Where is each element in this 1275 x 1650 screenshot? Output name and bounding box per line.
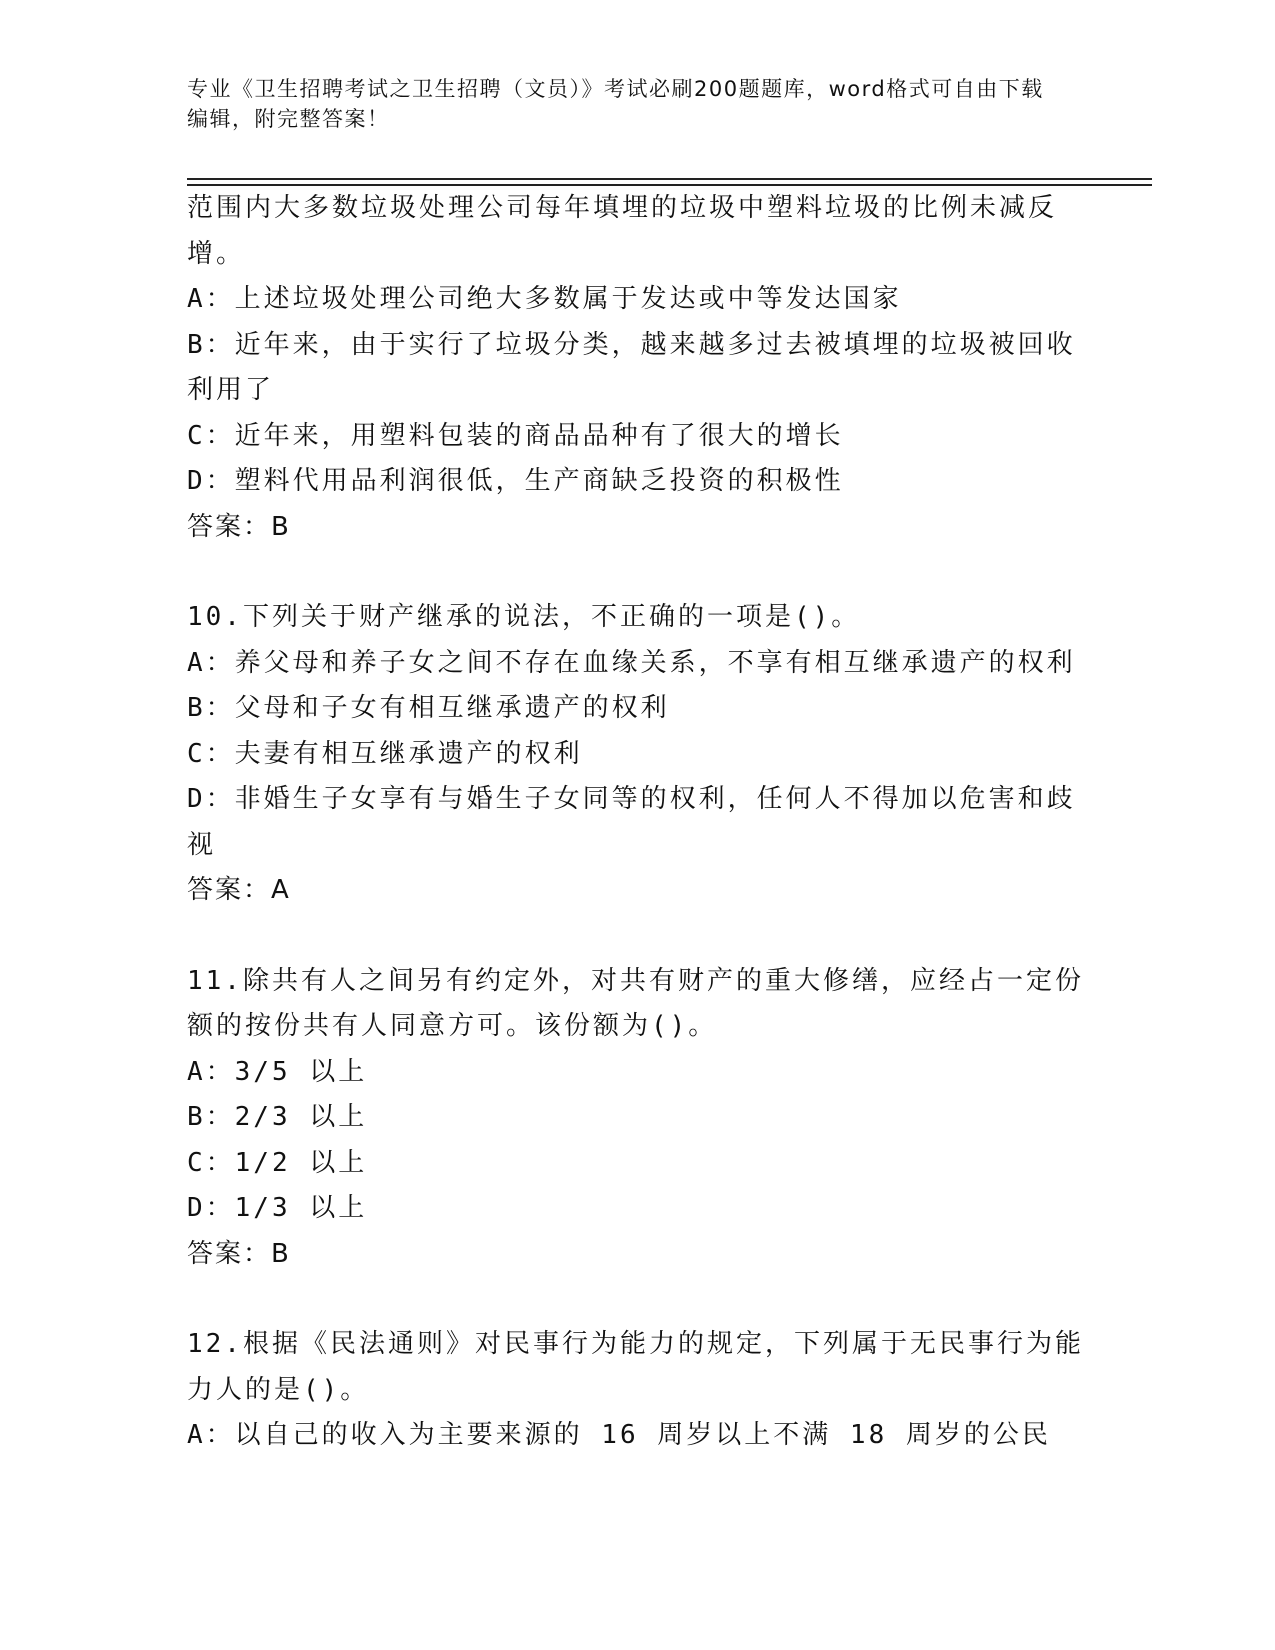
question-10: [187, 595, 1087, 914]
question-spacer: [187, 1277, 1087, 1322]
document-header-title: 专业《卫生招聘考试之卫生招聘（文员）》考试必刷200题题库，word格式可自由下载编辑，附完整答案！: [187, 77, 1044, 131]
option-d: D：1/3 以上: [187, 1193, 368, 1223]
question-stem-continued: 额的按份共有人同意方可。该份额为()。: [187, 1011, 718, 1041]
answer-line: 答案：B: [187, 1238, 291, 1269]
question-content: [187, 186, 1087, 1459]
question-12: [187, 1322, 1087, 1459]
question-spacer: [187, 914, 1087, 959]
option-a: A：上述垃圾处理公司绝大多数属于发达或中等发达国家: [187, 284, 902, 314]
question-stem: 11.除共有人之间另有约定外，对共有财产的重大修缮，应经占一定份: [187, 965, 1084, 996]
option-a: A：养父母和养子女之间不存在血缘关系，不享有相互继承遗产的权利: [187, 647, 1076, 678]
question-11: [187, 959, 1087, 1278]
option-d: D：塑料代用品利润很低，生产商缺乏投资的积极性: [187, 466, 844, 496]
option-b: B：2/3 以上: [187, 1102, 368, 1132]
question-stem-line: 范围内大多数垃圾处理公司每年填埋的垃圾中塑料垃圾的比例未减反: [187, 193, 1058, 223]
option-c: C：夫妻有相互继承遗产的权利: [187, 738, 583, 769]
option-b-continued: 利用了: [187, 375, 275, 405]
question-stem: 12.根据《民法通则》对民事行为能力的规定，下列属于无民事行为能: [187, 1329, 1084, 1359]
answer-line: 答案：B: [187, 511, 291, 542]
question-spacer: [187, 550, 1087, 595]
option-b: B：父母和子女有相互继承遗产的权利: [187, 693, 670, 723]
answer-line: 答案：A: [187, 875, 291, 905]
option-c: C：1/2 以上: [187, 1147, 368, 1178]
question-9: [187, 186, 1087, 550]
header-divider-top: [187, 178, 1152, 180]
option-b: B：近年来，由于实行了垃圾分类，越来越多过去被填埋的垃圾被回收: [187, 329, 1076, 360]
question-stem-line: 增。: [187, 238, 246, 269]
option-d: D：非婚生子女享有与婚生子女同等的权利，任何人不得加以危害和歧: [187, 784, 1076, 814]
question-stem-continued: 力人的是()。: [187, 1374, 370, 1405]
question-stem: 10.下列关于财产继承的说法，不正确的一项是()。: [187, 602, 861, 632]
option-a: A：3/5 以上: [187, 1056, 368, 1087]
option-d-continued: 视: [187, 829, 217, 860]
option-c: C：近年来，用塑料包装的商品品种有了很大的增长: [187, 420, 844, 451]
option-a: A：以自己的收入为主要来源的 16 周岁以上不满 18 周岁的公民: [187, 1420, 1051, 1450]
